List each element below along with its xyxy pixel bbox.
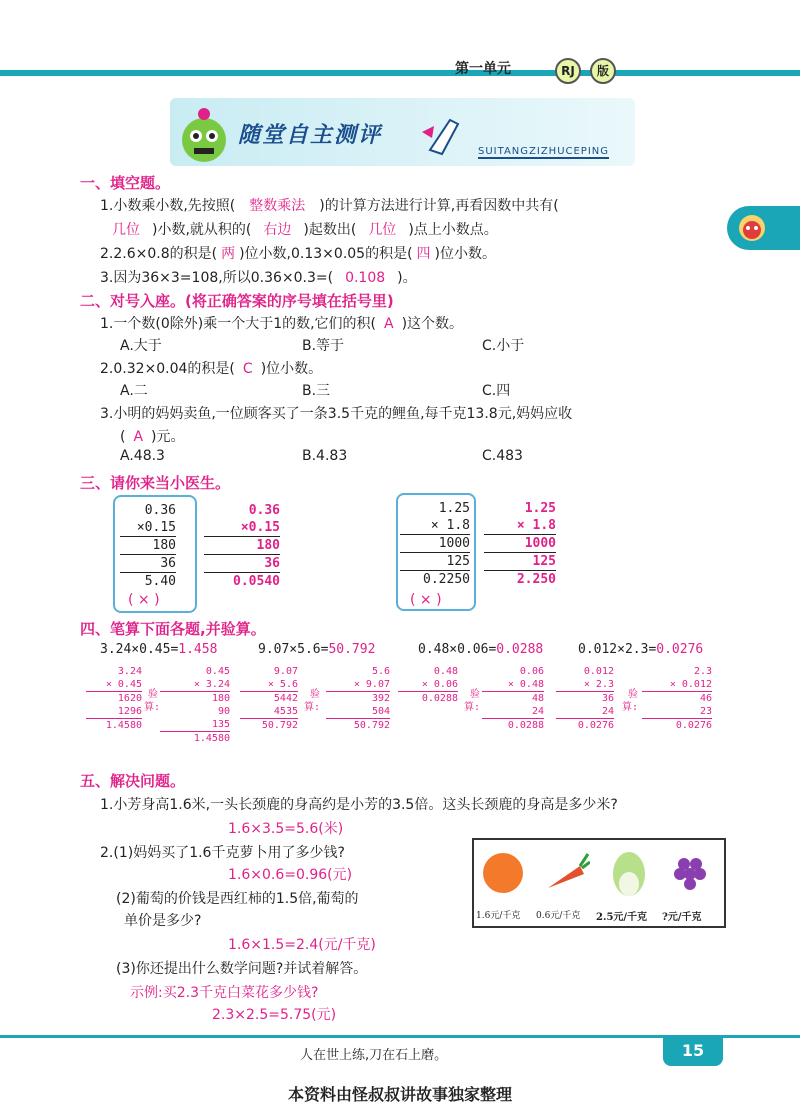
- section-4-title: 四、笔算下面各题,并验算。: [80, 620, 266, 638]
- s2-q2-opt-a: A.二: [120, 383, 148, 399]
- yan-4: 验 算:: [621, 689, 638, 713]
- s4-problem-4: 0.012×2.3=0.0276: [578, 642, 704, 657]
- cabbage-icon: [604, 846, 654, 898]
- calc-7: 0.012 × 2.3 36 24 0.0276: [556, 665, 614, 732]
- page-number: 15: [663, 1036, 723, 1066]
- doctor-left-correct: 0.36 ×0.15 180 36 0.0540: [204, 502, 280, 590]
- s2-q3-line2: ( A )元。: [120, 429, 185, 445]
- price-picture: [472, 838, 726, 928]
- price-cabbage: 2.5元/千克: [596, 912, 648, 923]
- s1-q2: 2.2.6×0.8的积是( 两 )位小数,0.13×0.05的积是( 四 )位小数。: [100, 246, 497, 262]
- monster-icon: [176, 106, 232, 166]
- s5-q2-2a: (2)葡萄的价钱是西红柿的1.5倍,葡萄的: [116, 891, 359, 907]
- s5-q1: 1.小芳身高1.6米,一头长颈鹿的身高约是小芳的3.5倍。这头长颈鹿的身高是多少米?: [100, 797, 618, 813]
- s2-q3-opt-a: A.48.3: [120, 448, 165, 464]
- section-5-title: 五、解决问题。: [80, 772, 186, 790]
- credit: 本资料由怪叔叔讲故事独家整理: [287, 1085, 512, 1104]
- calc-6: 0.06 × 0.48 48 24 0.0288: [482, 665, 544, 732]
- s2-q2-opt-b: B.三: [302, 383, 331, 399]
- banner-title: 随堂自主测评: [238, 123, 383, 148]
- s2-q1-opt-c: C.小于: [482, 338, 525, 354]
- calc-3: 9.07 × 5.6 5442 4535 50.792: [240, 665, 298, 732]
- edition-badge: 版: [590, 58, 616, 84]
- calc-5: 0.48 × 0.06 0.0288: [398, 665, 458, 705]
- s2-q2: 2.0.32×0.04的积是( C )位小数。: [100, 361, 323, 377]
- hand-pointer-icon: [420, 110, 470, 160]
- s2-q2-opt-c: C.四: [482, 383, 511, 399]
- grape-icon: [670, 846, 714, 898]
- calc-2: 0.45 × 3.24 180 90 135 1.4580: [160, 665, 230, 745]
- carrot-icon: [540, 848, 590, 898]
- yan-3: 验 算:: [463, 689, 480, 713]
- s5-q2-2b: 单价是多少?: [124, 913, 202, 929]
- s4-problem-2: 9.07×5.6=50.792: [258, 642, 376, 657]
- s5-q2-1: 2.(1)妈妈买了1.6千克萝卜用了多少钱?: [100, 845, 345, 861]
- fox-icon: [737, 213, 767, 243]
- banner-subtitle: SUITANGZIZHUCEPING: [478, 146, 610, 157]
- s5-a2-2: 1.6×1.5=2.4(元/千克): [228, 937, 376, 953]
- calc-1: 3.24 × 0.45 1620 1296 1.4580: [86, 665, 142, 732]
- doctor-right-wrong: 1.25 × 1.8 1000 125 0.2250: [400, 500, 470, 588]
- unit-title: 第一单元: [455, 61, 511, 77]
- s4-problem-1: 3.24×0.45=1.458: [100, 642, 218, 657]
- s2-q3-line1: 3.小明的妈妈卖鱼,一位顾客买了一条3.5千克的鲤鱼,每千克13.8元,妈妈应收: [100, 406, 573, 422]
- s2-q1-opt-b: B.等于: [302, 338, 345, 354]
- doctor-right-mark: ( × ): [410, 592, 442, 608]
- s2-q1: 1.一个数(0除外)乘一个大于1的数,它们的积( A )这个数。: [100, 316, 464, 332]
- s2-q3-opt-c: C.483: [482, 448, 523, 464]
- s1-q1-line1: 1.小数乘小数,先按照( 整数乘法 )的计算方法进行计算,再看因数中共有(: [100, 198, 559, 214]
- price-carrot: 0.6元/千克: [536, 911, 581, 921]
- s5-a2-1: 1.6×0.6=0.96(元): [228, 867, 353, 883]
- s1-q1-line2: 几位 )小数,就从积的( 右边 )起数出( 几位 )点上小数点。: [112, 222, 498, 238]
- s5-a2-3b: 2.3×2.5=5.75(元): [212, 1007, 337, 1023]
- calc-4: 5.6 × 9.07 392 504 50.792: [326, 665, 390, 732]
- s5-a2-3a: 示例:买2.3千克白菜花多少钱?: [130, 985, 319, 1001]
- s5-a1: 1.6×3.5=5.6(米): [228, 821, 344, 837]
- header-rule: [0, 70, 800, 76]
- doctor-left-wrong: 0.36 ×0.15 180 36 5.40: [120, 502, 176, 590]
- s5-q2-3: (3)你还提出什么数学问题?并试着解答。: [116, 961, 368, 977]
- motto: 人在世上练,刀在石上磨。: [300, 1048, 448, 1063]
- s2-q1-opt-a: A.大于: [120, 338, 162, 354]
- tomato-icon: [480, 850, 526, 896]
- section-2-title: 二、对号入座。(将正确答案的序号填在括号里): [80, 292, 394, 310]
- yan-2: 验 算:: [303, 689, 320, 713]
- price-tomato: 1.6元/千克: [476, 911, 521, 921]
- side-tab: [727, 206, 800, 250]
- calc-8: 2.3 × 0.012 46 23 0.0276: [642, 665, 712, 732]
- rj-badge: RJ: [555, 58, 581, 84]
- section-3-title: 三、请你来当小医生。: [80, 474, 231, 492]
- price-grape: ?元/千克: [662, 912, 702, 923]
- doctor-right-correct: 1.25 × 1.8 1000 125 2.250: [484, 500, 556, 588]
- section-1-title: 一、填空题。: [80, 174, 171, 192]
- doctor-left-mark: ( × ): [128, 592, 160, 608]
- s2-q3-opt-b: B.4.83: [302, 448, 348, 464]
- s4-problem-3: 0.48×0.06=0.0288: [418, 642, 544, 657]
- s1-q3: 3.因为36×3=108,所以0.36×0.3=( 0.108 )。: [100, 270, 417, 286]
- yan-1: 验 算:: [144, 689, 161, 713]
